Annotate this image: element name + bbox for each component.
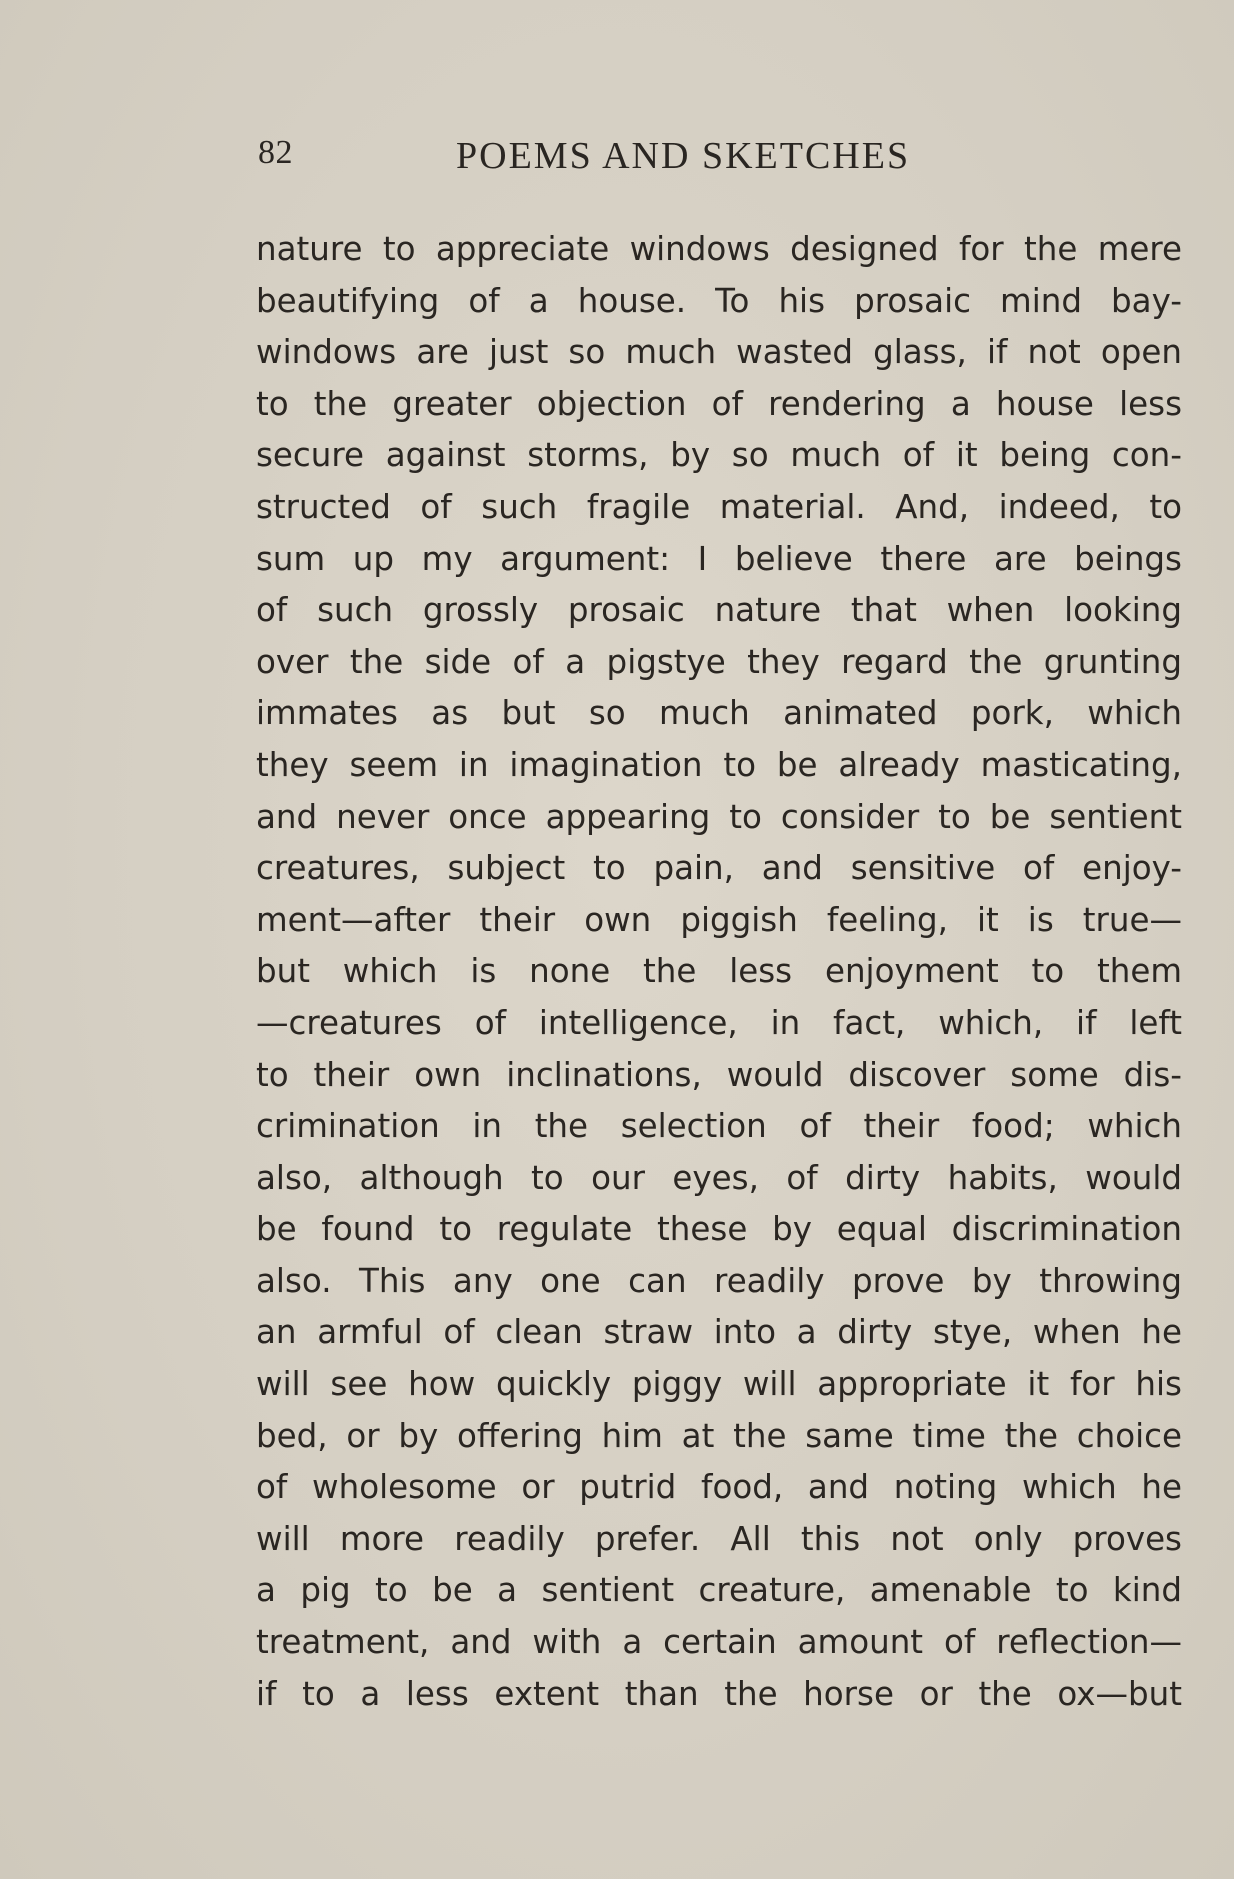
text-line: ment—after their own piggish feeling, it is true— bbox=[256, 900, 1182, 939]
page-number: 82 bbox=[258, 134, 293, 171]
text-line: over the side of a pigstye they regard the grunting bbox=[256, 642, 1182, 681]
text-line: windows are just so much wasted glass, if not open bbox=[256, 333, 1182, 372]
text-line: structed of such fragile material. And, indeed, to bbox=[256, 487, 1182, 526]
body-text bbox=[256, 224, 1182, 1720]
text-line: and never once appearing to consider to be sentient bbox=[256, 797, 1182, 836]
text-line: secure against storms, by so much of it being con- bbox=[256, 436, 1182, 475]
text-line: beautifying of a house. To his prosaic mind bay- bbox=[256, 281, 1182, 320]
running-head bbox=[258, 134, 993, 184]
text-line: —creatures of intelligence, in fact, which, if left bbox=[256, 1003, 1182, 1042]
text-line: also, although to our eyes, of dirty habits, would bbox=[256, 1158, 1182, 1197]
text-line: treatment, and with a certain amount of reflection— bbox=[256, 1623, 1182, 1662]
text-line: will more readily prefer. All this not only proves bbox=[256, 1519, 1182, 1558]
text-line: but which is none the less enjoyment to them bbox=[256, 952, 1182, 991]
text-line: sum up my argument: I believe there are beings bbox=[256, 539, 1182, 578]
text-line: also. This any one can readily prove by throwing bbox=[256, 1261, 1182, 1300]
text-line: be found to regulate these by equal discrimination bbox=[256, 1210, 1182, 1249]
text-line: of such grossly prosaic nature that when looking bbox=[256, 591, 1182, 630]
text-line: they seem in imagination to be already masticating, bbox=[256, 745, 1182, 784]
text-line: bed, or by offering him at the same time the choice bbox=[256, 1416, 1182, 1455]
text-line: to their own inclinations, would discover some dis- bbox=[256, 1055, 1182, 1094]
book-title: POEMS AND SKETCHES bbox=[456, 135, 911, 177]
text-line: if to a less extent than the horse or the ox—but bbox=[256, 1674, 1182, 1713]
text-line: immates as but so much animated pork, which bbox=[256, 694, 1182, 733]
text-line: of wholesome or putrid food, and noting which he bbox=[256, 1468, 1182, 1507]
text-line: to the greater objection of rendering a house less bbox=[256, 384, 1182, 423]
text-line: creatures, subject to pain, and sensitive of enjoy- bbox=[256, 849, 1182, 888]
text-line: crimination in the selection of their food; which bbox=[256, 1107, 1182, 1146]
text-line: nature to appreciate windows designed for the mere bbox=[256, 230, 1182, 268]
text-line: will see how quickly piggy will appropriate it for his bbox=[256, 1365, 1182, 1404]
text-line: a pig to be a sentient creature, amenable to kind bbox=[256, 1571, 1182, 1610]
text-line: an armful of clean straw into a dirty stye, when he bbox=[256, 1313, 1182, 1352]
